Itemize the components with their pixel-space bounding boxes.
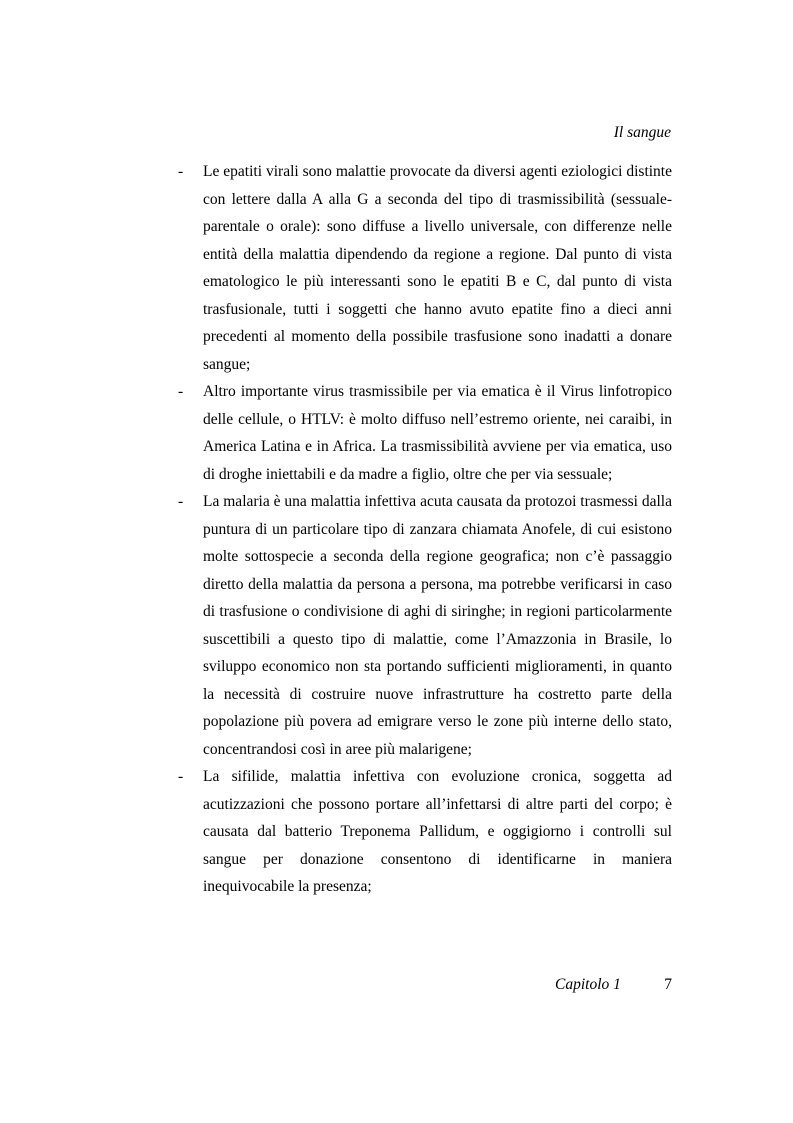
list-dash: -: [178, 383, 184, 400]
list-item-syphilis: [178, 763, 672, 901]
list-item-text: Le epatiti virali sono malattie provocate da diversi agenti eziologici distinte con lettere dalla A alla G a seconda del tipo di trasmissibilità (sessuale-parentale o orale): sono diffuse a livello universale, con differenze nelle entità della malattia dipendendo da regione a regione. Dal punto di vista ematologico le più interessanti sono le epatiti B e C, dal punto di vista trasfusionale, tutti i soggetti che hanno avuto epatite fino a dieci anni precedenti al momento della possibile trasfusione sono inadatti a donare sangue;: [203, 163, 672, 373]
list-item-htlv: [178, 378, 672, 488]
list-item-text: La malaria è una malattia infettiva acuta causata da protozoi trasmessi dalla puntura di un particolare tipo di zanzara chiamata Anofele, di cui esistono molte sottospecie a seconda della regione geografica; non c’è passaggio diretto della malattia da persona a persona, ma potrebbe verificarsi in caso di trasfusione o condivisione di aghi di siringhe; in regioni particolarmente suscettibili a questo tipo di malattie, come l’Amazzonia in Brasile, lo sviluppo economico non sta portando sufficienti miglioramenti, in quanto la necessità di costruire nuove infrastrutture ha costretto parte della popolazione più povera ad emigrare verso le zone più interne dello stato, concentrandosi così in aree più malarigene;: [203, 493, 672, 758]
disease-list: [178, 158, 672, 901]
page-number: 7: [664, 976, 672, 993]
running-header: Il sangue: [613, 124, 671, 141]
list-item-text: La sifilide, malattia infettiva con evoluzione cronica, soggetta ad acutizzazioni che possono portare all’infettarsi di altre parti del corpo; è causata dal batterio Treponema Pallidum, e oggigiorno i controlli sul sangue per donazione consentono di identificarne in maniera inequivocabile la presenza;: [203, 768, 672, 895]
list-item-text: Altro importante virus trasmissibile per via ematica è il Virus linfotropico delle cellule, o HTLV: è molto diffuso nell’estremo oriente, nei caraibi, in America Latina e in Africa. La trasmissibilità avviene per via ematica, uso di droghe iniettabili e da madre a figlio, oltre che per via sessuale;: [203, 383, 672, 483]
page-footer: [555, 975, 672, 995]
list-item-malaria: [178, 488, 672, 763]
list-item-hepatitis: [178, 158, 672, 378]
list-dash: -: [178, 768, 184, 785]
list-dash: -: [178, 163, 184, 180]
chapter-label: Capitolo 1: [555, 976, 621, 993]
list-dash: -: [178, 493, 184, 510]
